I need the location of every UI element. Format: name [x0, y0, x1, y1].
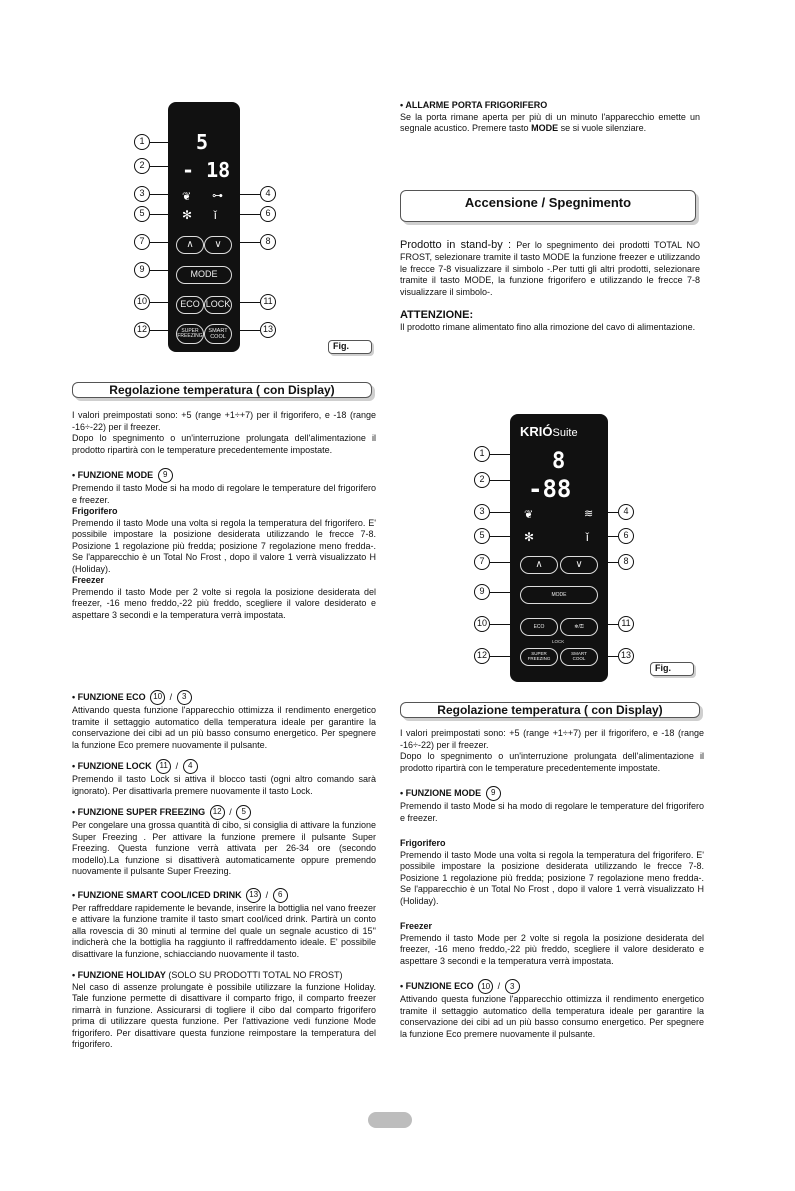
right-column: I valori preimpostati sono: +5 (range +1÷+7) per il frigorifero, e -18 (range -16÷-22) per il freezer. Dopo lo spegnimento o un'interruzione prolungata dell'alimentazione il prodotto ripartirà con le temperature precedentemente impostate. • FUNZIONE MODE 9 Premendo il tasto Mode si ha modo di regolare le temperature del frigorifero e freezer. Frigorifero Premendo il tasto Mode una volta si regola la temperatura del frigorifero. E' possibile impostare la posizione desiderata utilizzando le frecce 7-8. Posizione 1 regolazione più fredda; posizione 7 regolazione meno fredda-. Se l'apparecchio è un Total No Frost , dopo il valore 1 verrà visualizzato H (Holiday). Freezer Premendo il tasto Mode per 2 volte si regola la posizione desiderata del freezer, -16 meno freddo,-22 più freddo, scegliere il valore desiderato e aspettare 3 secondi e la temperatura verrà impostata. • FUNZIONE ECO 10 / 3 Attivando questa funzione l'apparecchio ottimizza il rendimento energetico tramite il settaggio automatico della temperatura ideale per garantire la conservazione dei cibi ad un più basso consumo energetico. Per spegnere la funzione Eco premere nuovamente il pulsante.	[400, 728, 704, 1039]
callout-8: 8	[618, 554, 634, 570]
attention-text: Il prodotto rimane alimentato fino alla rimozione del cavo di alimentazione.	[400, 322, 696, 333]
callout-3: 3	[134, 186, 150, 202]
leaf-icon: ❦	[182, 191, 192, 203]
fridge-temp-display: 5	[196, 130, 209, 154]
callout-1: 1	[134, 134, 150, 150]
bottle-icon: ǐ	[214, 208, 217, 222]
fridge-temp-display: 8	[552, 449, 566, 474]
callout-4: 4	[260, 186, 276, 202]
right-top-column	[400, 100, 700, 135]
arrow-up-button[interactable]: ∧	[520, 556, 558, 574]
callout-2: 2	[134, 158, 150, 174]
right-reg-title: Regolazione temperatura ( con Display)	[400, 702, 700, 718]
smart-cool-button[interactable]: SMART COOL	[204, 324, 232, 344]
callout-8: 8	[260, 234, 276, 250]
callout-9: 9	[134, 262, 150, 278]
onoff-title: Accensione / Spegnimento	[400, 190, 696, 222]
left-column-lower: • FUNZIONE ECO 10 / 3 Attivando questa funzione l'apparecchio ottimizza il rendimento energetico tramite il settaggio automatico della temperatura ideale per garantire la conservazione dei cibi ad un più basso consumo energetico. Per spegnere la funzione Eco premere nuovamente il pulsante. • FUNZIONE LOCK 11 / 4 Premendo il tasto Lock si attiva il blocco tasti (ogni altro comando sarà ignorato). Per disattivarla premere nuovamente il tasto Lock. • FUNZIONE SUPER FREEZING 12 / 5 Per congelare una grossa quantità di cibo, si consiglia di attivare la funzione Super Freezing . Per attivare la funzione premere il pulsante Super Freezing. Questa funzione verrà attivata per 26-34 ore (secondo modello).La funzione si disattiverà automaticamente oppure premendo nuovamente il pulsante Super Freezing. • FUNZIONE SMART COOL/ICED DRINK 13 / 6 Per raffreddare rapidemente le bevande, inserire la bottiglia nel vano freezer e attivare la funzione tramite il tasto smart cool/iced drink. Partirà un conto alla rovescia di 30 minuti al termine del quale un segnale acustico di 15'' indicherà che la bottiglia ha raggiunto il raffreddamento ideale. E' possibile disattivare la funzione, schiacciando nuovamente il tasto. • FUNZIONE HOLIDAY (SOLO SU PRODOTTI TOTAL NO FROST) Nel caso di assenze prolungate è possibile utilizzare la funzione Holiday. Tale funzione permette di disattivare il comparto frigo, il comparto freezer rimarrà in funzione. Assicurarsi di togliere il cibo dal comparto frigorifero prima di utilizzare questa funzione. Per l'attivazione vedi funzione Mode frigorifero. Per disattivare questa funzione reimpostare la temperatura del frigorifero.	[72, 691, 377, 1050]
lock-button[interactable]: ❄/⚿	[560, 618, 598, 636]
left-column: I valori preimpostati sono: +5 (range +1÷+7) per il frigorifero, e -18 (range -16÷-22) per il freezer. Dopo lo spegnimento o un'interruzione prolungata dell'alimentazione il prodotto ripartirà con le temperature precedentemente impostate. • FUNZIONE MODE 9 Premendo il tasto Mode si ha modo di regolare le temperature del frigorifero e freezer. Frigorifero Premendo il tasto Mode una volta si regola la temperatura del frigorifero. E' possibile impostare la posizione desiderata utilizzando le frecce 7-8. Posizione 1 regolazione più fredda; posizione 7 regolazione meno fredda-. Se l'apparecchio è un Total No Frost , dopo il valore 1 verrà visualizzato H (Holiday). Freezer Premendo il tasto Mode per 2 volte si regola la posizione desiderata del freezer, -16 meno freddo,-22 più freddo, scegliere il valore desiderato e aspettare 3 secondi e la temperatura verrà impostata.	[72, 410, 376, 620]
callout-4: 4	[618, 504, 634, 520]
alarm-title: • ALLARME PORTA FRIGORIFERO	[400, 100, 548, 110]
callout-1: 1	[474, 446, 490, 462]
fig-label: Fig.	[328, 340, 372, 354]
lock-button[interactable]: LOCK	[204, 296, 232, 314]
leaf-icon: ❦	[524, 509, 534, 521]
callout-5: 5	[474, 528, 490, 544]
callout-12: 12	[134, 322, 150, 338]
snowflake-icon: ✻	[524, 530, 535, 544]
callout-5: 5	[134, 206, 150, 222]
arrow-down-button[interactable]: ∨	[560, 556, 598, 574]
standby-paragraph: Prodotto in stand-by : Per lo spegnimento dei prodotti TOTAL NO FROST, selezionare tramite il tasto MODE la funzione freezer e utilizzando le frecce 7-8 visualizzare il simbolo -.Per tutti gli altri prodotti, selezionare tramite il tasto MODE, la funzione frigorifero e utilizzando le frecce 7-8 visualizzare il simbolo-.	[400, 239, 700, 297]
left-reg-title: Regolazione temperatura ( con Display)	[72, 382, 372, 398]
mode-button[interactable]: MODE	[176, 266, 232, 284]
bottle-icon: ǐ	[586, 530, 589, 544]
super-freezing-button[interactable]: SUPER FREEZING	[176, 324, 204, 344]
arrow-up-button[interactable]: ∧	[176, 236, 204, 254]
figure-2	[470, 410, 700, 686]
callout-7: 7	[474, 554, 490, 570]
mode-button[interactable]: MODE	[520, 586, 598, 604]
brand-logo: KRIÓSuite	[520, 424, 578, 439]
wifi-icon: ≋	[584, 508, 594, 520]
figure-1	[120, 98, 380, 356]
super-freezing-button[interactable]: SUPER FREEZING	[520, 648, 558, 666]
key-icon: ⊶	[212, 190, 223, 202]
control-panel-1	[168, 102, 240, 352]
freezer-temp-display: - 18	[182, 158, 231, 182]
callout-6: 6	[618, 528, 634, 544]
page-number-tab	[368, 1112, 412, 1128]
attention-block	[400, 308, 700, 334]
callout-9: 9	[474, 584, 490, 600]
callout-11: 11	[618, 616, 634, 632]
callout-10: 10	[474, 616, 490, 632]
callout-11: 11	[260, 294, 276, 310]
eco-button[interactable]: ECO	[176, 296, 204, 314]
arrow-down-button[interactable]: ∨	[204, 236, 232, 254]
callout-7: 7	[134, 234, 150, 250]
attention-title: ATTENZIONE:	[400, 309, 474, 321]
eco-button[interactable]: ECO	[520, 618, 558, 636]
callout-2: 2	[474, 472, 490, 488]
callout-6: 6	[260, 206, 276, 222]
alarm-text: Se la porta rimane aperta per più di un minuto l'apparecchio emette un segnale acustico. Premere tasto MODE se si vuole silenziare.	[400, 111, 700, 134]
snowflake-icon: ✻	[182, 208, 193, 222]
fig-label: Fig.	[650, 662, 694, 676]
callout-13: 13	[618, 648, 634, 664]
lock-label: LOCK	[552, 639, 565, 644]
smart-cool-button[interactable]: SMART COOL	[560, 648, 598, 666]
callout-13: 13	[260, 322, 276, 338]
freezer-temp-display: -88	[528, 475, 572, 503]
standby-lead: Prodotto in stand-by :	[400, 239, 517, 251]
callout-12: 12	[474, 648, 490, 664]
callout-3: 3	[474, 504, 490, 520]
callout-10: 10	[134, 294, 150, 310]
